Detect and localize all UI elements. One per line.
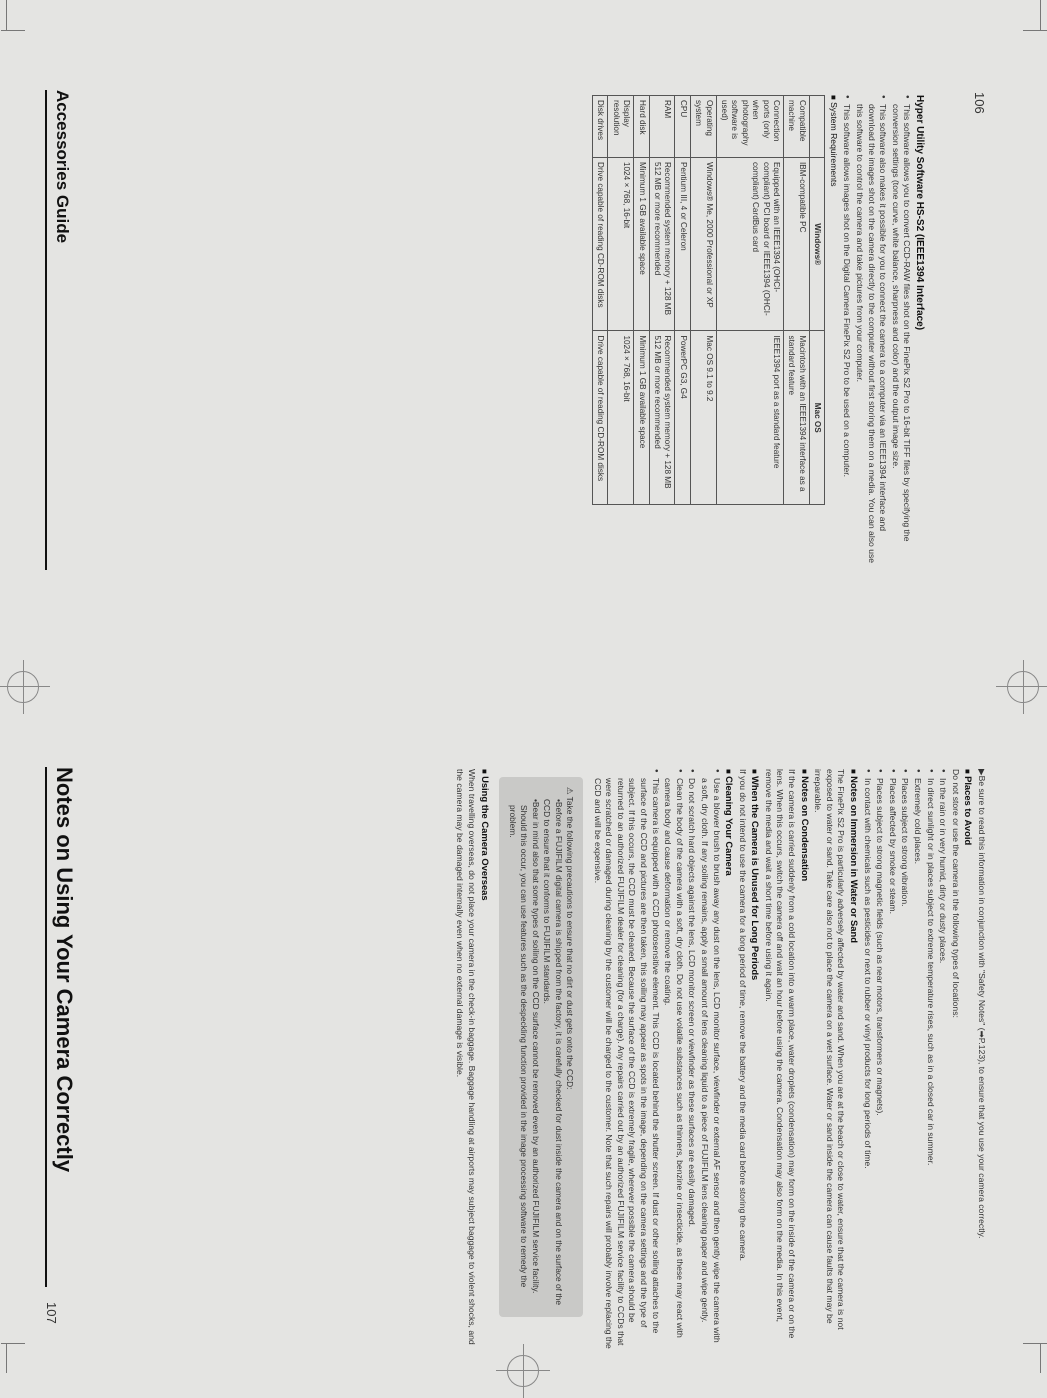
list-item: ● Clean the body of the camera with a soft, dry cloth. Do not use volatile substances such as thinners, benzine or insecticide, as these may react with camera body and cause deformation or remove the coating. [662,769,685,1349]
table-header-cell: Windows® [809,157,824,331]
list-item: ● Places subject to strong magnetic fields (such as near motors, transformers or magnets). [874,769,886,1349]
section-body: If you do not intend to use the camera for a long period of time, remove the battery and the media card before storing the camera. [737,769,748,1262]
table-cell: CPU [675,96,690,158]
requirements-table [592,95,825,505]
page-number: 106 [972,92,987,114]
table-cell: Equipped with an IEEE1394 (OHCI-compliant) PCI board or IEEE1394 (OHCI-compliant) CardBus card [716,157,783,331]
table-row [716,96,783,505]
table-cell: Recommended system memory + 128 MB 512 MB or more recommended [649,331,675,505]
section-body: Do not store or use the camera in the following types of locations: [950,769,961,1018]
section-body: When travelling overseas, do not place your camera in the check-in baggage. Baggage handling at airports may subject baggage to violent shocks, and the camera may be damaged internally even when no external damage is visible. [455,769,477,1345]
caution-item: •Bear in mind also that some types of soiling on the CCD surface cannot be removed even by an authorized FUJIFILM service facility. [530,799,541,1294]
list-item: ● This camera is equipped with a CCD photosensitive element. This CCD is located behind the shutter screen. If dust or other soiling attaches to the surface of the CCD and pictures are then taken, this soiling may appear as spots in the image, depending on the camera settings and the type of subject. If this occurs, the CCD must be cleaned. Because the surface of the CCD is extremely fragile, wherever possible the camera should be returned to an authorized FUJIFILM dealer for cleaning (for a charge). Any repairs carried out by an authorized FUJIFILM service facility to CCDs that were scratched or damaged during cleaning by the customer will be charged to the customer. Note that such repairs will probably involve replacing the CCD and will be expensive. [591,769,661,1349]
table-header-cell: Mac OS [809,331,824,505]
table-cell: Recommended system memory + 128 MB 512 MB or more recommended [649,157,675,331]
header-rule [45,767,47,1287]
table-cell: IEEE1394 port as a standard feature [716,331,783,505]
list-item: ● In the rain or in very humid, dirty or dusty places. [937,769,949,1349]
requirements-heading: ■ System Requirements [827,95,839,565]
table-cell: PowerPC G3, G4 [675,331,690,505]
caution-item: Should this occur, you can use features such as the despeckling function provided in the image processing software to remedy the problem. [507,805,530,1288]
table-cell: Compatible machine [784,96,810,158]
software-bullet: ● This software also makes it possible for you to connect the camera to a computer via an IEEE1394 interface and download the images shot on the camera directly to the computer without first storing them on a media. You can also use this software to control the camera and take pictures from your computer. [853,95,888,565]
software-bullet: ● This software allows you to convert CCD-RAW files shot on the FinePix S2 Pro to 16-bit TIFF files by specifying the conversion settings (tone curve, white balance, sharpness and color) and the output image size. [889,95,912,565]
table-cell: Windows® Me, 2000 Professional or XP [690,157,716,331]
table-row [690,96,716,505]
section-title: ■ Using the Camera Overseas [478,769,491,1349]
table-cell: Drive capable of reading CD-ROM disks [592,331,607,505]
table-row [784,96,810,505]
software-content [592,95,925,565]
table-header-row [809,96,824,505]
page-number: 107 [44,1302,59,1324]
intro-text: ▶Be sure to read this information in conjunction with "Safety Notes" (➡P.123), to ensure that you use your camera correctly. [977,769,987,1239]
list-item: ● Places subject to strong vibration. [899,769,911,1349]
software-title: Hyper Utility Software HS-S2 (IEEE1394 Interface) [914,95,925,331]
page-header-title: Accessories Guide [53,90,72,244]
table-cell: Macintosh with an IEEE1394 interface as a standard feature [784,331,810,505]
section-title: ■ When the Camera is Unused for Long Periods [749,769,762,1349]
section-title: ■ Notes on Condensation [798,769,811,1349]
list-item: ● In contact with chemicals such as pesticides or next to rubber or vinyl products for long periods of time. [861,769,873,1349]
table-row [649,96,675,505]
table-cell: Minimum 1 GB available space [634,157,649,331]
table-row [675,96,690,505]
section-title: ■ Cleaning Your Camera [723,769,736,1349]
table-cell: Display resolution [608,96,634,158]
table-cell: Operating system [690,96,716,158]
table-cell: 1024 × 768, 16-bit [608,157,634,331]
caution-item: •Before a FUJIFILM digital camera is shipped from the factory, it is carefully checked for dust inside the camera and on the surface of the CCD to ensure that it conforms to FUJIFILM standards. [542,799,564,1305]
list-item: ● Use a blower brush to brush away any dust on the lens, LCD monitor surface, viewfinder or external AF sensor and then gently wipe the camera with a soft, dry cloth. If any soiling remains, apply a small amount of lens cleaning liquid to a piece of FUJIFILM lens cleaning paper and wipe gently. [698,769,721,1349]
header-rule [45,90,47,570]
section-title: ■ Places to Avoid [962,769,975,1349]
caution-lead: ⚠ Take the following precautions to ensure that no dirt or dust gets onto the CCD: [565,787,575,1090]
list-item: ● Extremely cold places. [911,769,923,1349]
section-body: If the camera is carried suddenly from a cold location into a warm place, water droplets (condensation) may form on the inside of the camera or on the lens. When this occurs, switch the camera off and wait an hour before using the camera. Condensation may also form on the media. In this event, remove the media and wait a short time before using it again. [763,769,798,1339]
caution-box [499,777,583,1317]
list-item: ● In direct sunlight or in places subject to extreme temperature rises, such as in a closed car in summer. [924,769,936,1349]
table-cell: IBM-compatible PC [784,157,810,331]
table-header-cell [809,96,824,158]
table-cell: RAM [649,96,675,158]
page-header-title: Notes on Using Your Camera Correctly [52,767,77,1173]
table-cell: Hard disk [634,96,649,158]
software-bullet: ● This software allows images shot on the Digital Camera FinePix S2 Pro to be used on a computer. [841,95,853,565]
table-cell: Minimum 1 GB available space [634,331,649,505]
table-cell: Pentium III, 4 or Celeron [675,157,690,331]
table-row [634,96,649,505]
table-cell: Drive capable of reading CD-ROM disks [592,157,607,331]
right-page [0,687,1047,1373]
table-row [608,96,634,505]
section-body: The FinePix S2 Pro is particularly adversely affected by water and sand. When you are at the beach or close to water, ensure that the camera is not exposed to water or sand. Take care also not to place the camera on a wet surface. Water or sand inside the camera can cause faults that may be irreparable. [813,769,847,1330]
table-cell: 1024 × 768, 16-bit [608,331,634,505]
section-title: ■ Notes on Immersion in Water or Sand [847,769,860,1349]
table-cell: Mac OS 9.1 to 9.2 [690,331,716,505]
list-item: ● Do not scratch hard objects against the lens, LCD monitor screen or viewfinder as these surfaces are easily damaged. [686,769,698,1349]
list-item: ● Places affected by smoke or steam. [886,769,898,1349]
table-cell: Connection ports (only when photography software is used) [716,96,783,158]
table-row [592,96,607,505]
notes-content [453,769,987,1349]
left-page [0,0,1047,686]
table-cell: Disk drives [592,96,607,158]
